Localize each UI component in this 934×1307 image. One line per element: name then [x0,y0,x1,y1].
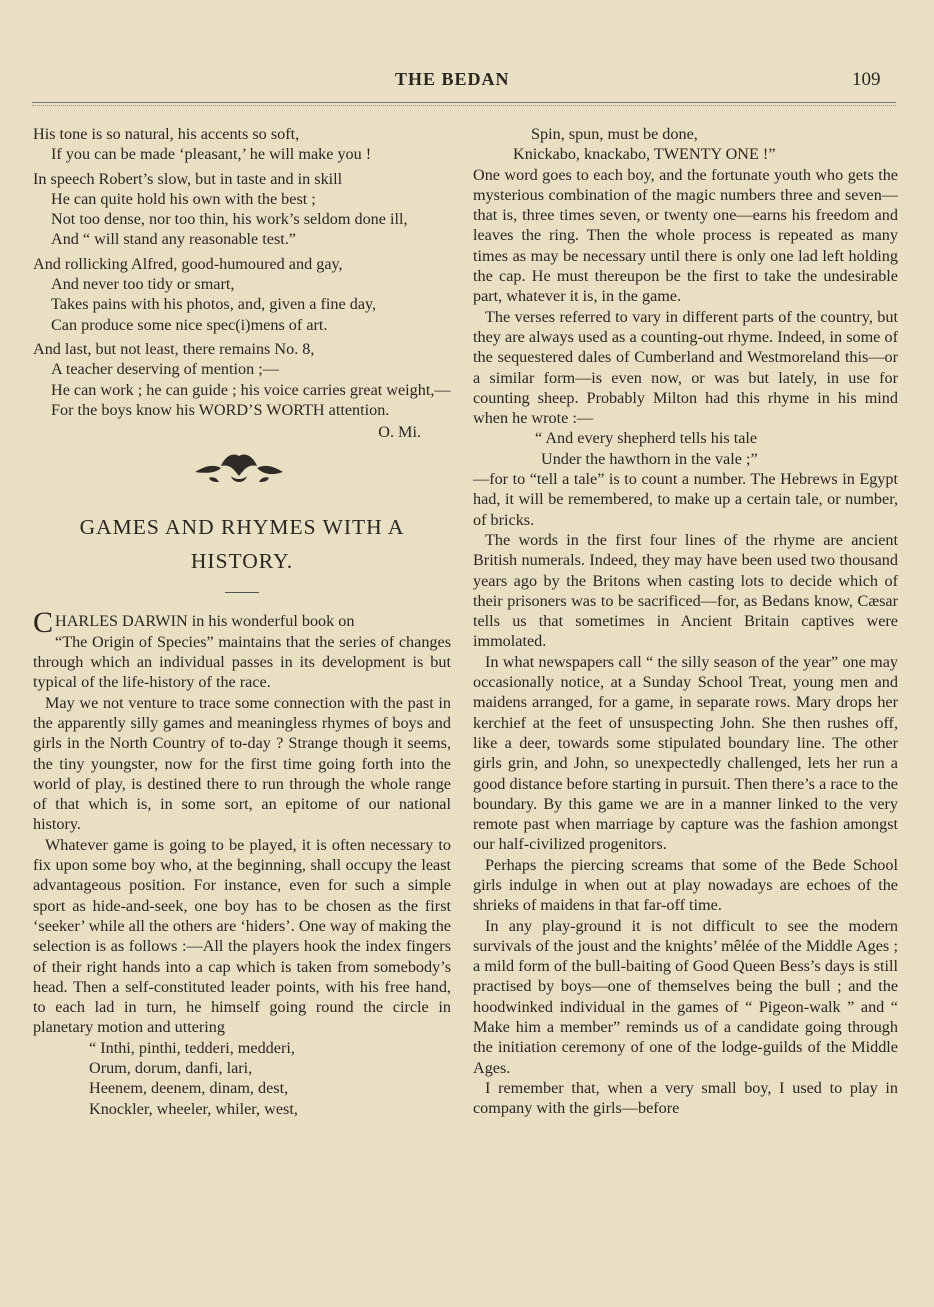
poem-line: He can quite hold his own with the best ; [51,189,316,208]
poem-line: In speech Robert’s slow, but in taste and in skill [33,169,343,188]
poem-line: And last, but not least, there remains No. 8, [33,339,315,358]
right-paragraphs-2 [473,469,898,1119]
poem-signature: O. Mi. [378,423,421,442]
paragraph: The words in the first four lines of the rhyme are ancient British numerals. Indeed, they may have been used two thousand years ago by the Britons when casting lots to decide which of their prisoners was to be sacrificed—for, as Bedans know, Cæsar tells us that sometimes in Ancient Britain captives were immolated. [473,530,898,651]
right-paragraphs [473,165,898,429]
right-column [473,124,898,1119]
article-title-line-2: HISTORY. [190,549,294,574]
paragraph: In any play-ground it is not difficult to see the modern survivals of the joust and the knights’ mêlée of the Middle Ages ; a mild form of the bull-baiting of Good Queen Bess’s days is still practised by boys—one of themselves being the bull ; and the hoodwinked individual in the games of “ Pigeon-walk ” and “ Make him a member” reminds us of a candidate going through the initiation ceremony of one of the lodge-guilds of the Middle Ages. [473,916,898,1077]
ornament [33,442,451,500]
paragraph: May we not venture to trace some connection with the past in the apparently silly games and meaningless rhymes of boys and girls in the North Country of to-day ? Strange though it seems, the tiny youngster, now for the first time going forth into the world of play, is destined there to run through the whole range of that which is, in some sort, an epitome of our national history. [33,693,451,834]
page-number: 109 [852,69,881,90]
rhyme-line: Knickabo, knackabo, TWENTY ONE !” [513,145,776,164]
left-column [33,124,451,1119]
rhyme-line: “ Inthi, pinthi, tedderi, medderi, [89,1038,295,1057]
paragraph: I remember that, when a very small boy, I used to play in company with the girls—before [473,1078,898,1118]
fleuron-icon [191,442,287,490]
rhyme-line: Knockler, wheeler, whiler, west, [89,1099,298,1118]
rhyme-line: Spin, spun, must be done, [531,125,698,143]
counting-rhyme-end [473,124,898,165]
poem-line: Not too dense, nor too thin, his work’s seldom done ill, [51,210,408,229]
page-header [0,68,934,108]
milton-quote [473,428,898,469]
poem-line: He can work ; he can guide ; his voice carries great weight,— [51,380,451,399]
paragraph: The verses referred to vary in different parts of the country, but they are always used as a counting-out rhyme. Indeed, in some of the sequestered dales of Cumberland and Westmoreland this—or a similar form—is even now, or was but lately, in use for counting sheep. Probably Milton had this rhyme in his mind when he wrote :— [473,307,898,428]
poem-line: And never too tidy or smart, [51,275,235,294]
poem-line: And “ will stand any reasonable test.” [51,230,296,249]
author-name: HARLES DARWIN [55,612,188,631]
poem-line: For the boys know his WORD’S WORTH attention. [51,400,390,419]
paragraph: Perhaps the piercing screams that some of the Bede School girls indulge in when out at play nowadays are echoes of the shrieks of maidens in that far-off time. [473,855,898,915]
left-paragraphs [33,632,451,1038]
poem-line: His tone is so natural, his accents so soft, [33,125,300,143]
paragraph: “The Origin of Species” maintains that the series of changes through which an individual passes in its development is but typical of the life-history of the race. [33,632,451,692]
quote-line: “ And every shepherd tells his tale [535,429,758,448]
paragraph: In what newspapers call “ the silly season of the year” one may occasionally notice, at a Sunday School Treat, young men and maidens arranged, for a game, in separate rows. Mary drops her kerchief at the feet of unsuspecting John. She then rushes off, like a deer, towards some stipulated boundary line. The other girls grin, and John, so unexpectedly challenged, lets her run a good distance before starting in pursuit. Then there’s a race to the boundary. By this game we are in a manner linked to the very remote past when marriage by capture was the fashion amongst our half-civilized progenitors. [473,652,898,854]
poem-line: If you can be made ‘pleasant,’ he will make you ! [51,145,372,164]
paragraph: Whatever game is going to be played, it is often necessary to fix upon some boy who, at the beginning, shall occupy the least advantageous position. For instance, even for such a simple sport as hide-and-seek, one boy has to be chosen as the first ‘seeker’ while all the others are ‘hiders’. One way of making the selection is as follows :—All the players hook the index fingers of their right hands into a cap which is taken from somebody’s head. Then a self-constituted leader points, with his free hand, to each lad in turn, he himself going round the circle in planetary motion and uttering [33,835,451,1037]
quote-line: Under the hawthorn in the vale ;” [541,449,758,468]
rhyme-line: Heenem, deenem, dinam, dest, [89,1079,289,1098]
poem-line: A teacher deserving of mention ;— [51,360,279,379]
title-rule [225,592,259,593]
header-rule-dotted [32,105,896,106]
paragraph: One word goes to each boy, and the fortunate youth who gets the mysterious combination of the magic numbers three and seven—that is, three times seven, or twenty one—earns his freedom and leaves the ring. Then the whole process is repeated as many times as may be necessary until there is only one lad left holding the cap. He must thereupon be the first to take the undesirable part, whatever it is, in the game. [473,165,898,306]
article-title-line-1: GAMES AND RHYMES WITH A [79,515,405,540]
rhyme-line: Orum, dorum, danfi, lari, [89,1058,253,1077]
poem-line: Takes pains with his photos, and, given a fine day, [51,295,377,314]
drop-cap: C [33,606,54,640]
paragraph: CHARLES DARWIN in his wonderful book on [33,606,355,640]
poem-line: And rollicking Alfred, good-humoured and gay, [33,254,343,273]
poem [33,124,451,420]
header-rule [32,102,896,103]
paragraph: —for to “tell a tale” is to count a number. The Hebrews in Egypt had, it will be remembered, to make up a certain tale, or number, of bricks. [473,470,898,529]
counting-rhyme [33,1038,451,1119]
running-title: THE BEDAN [395,69,510,89]
poem-line: Can produce some nice spec(i)mens of art. [51,315,328,334]
